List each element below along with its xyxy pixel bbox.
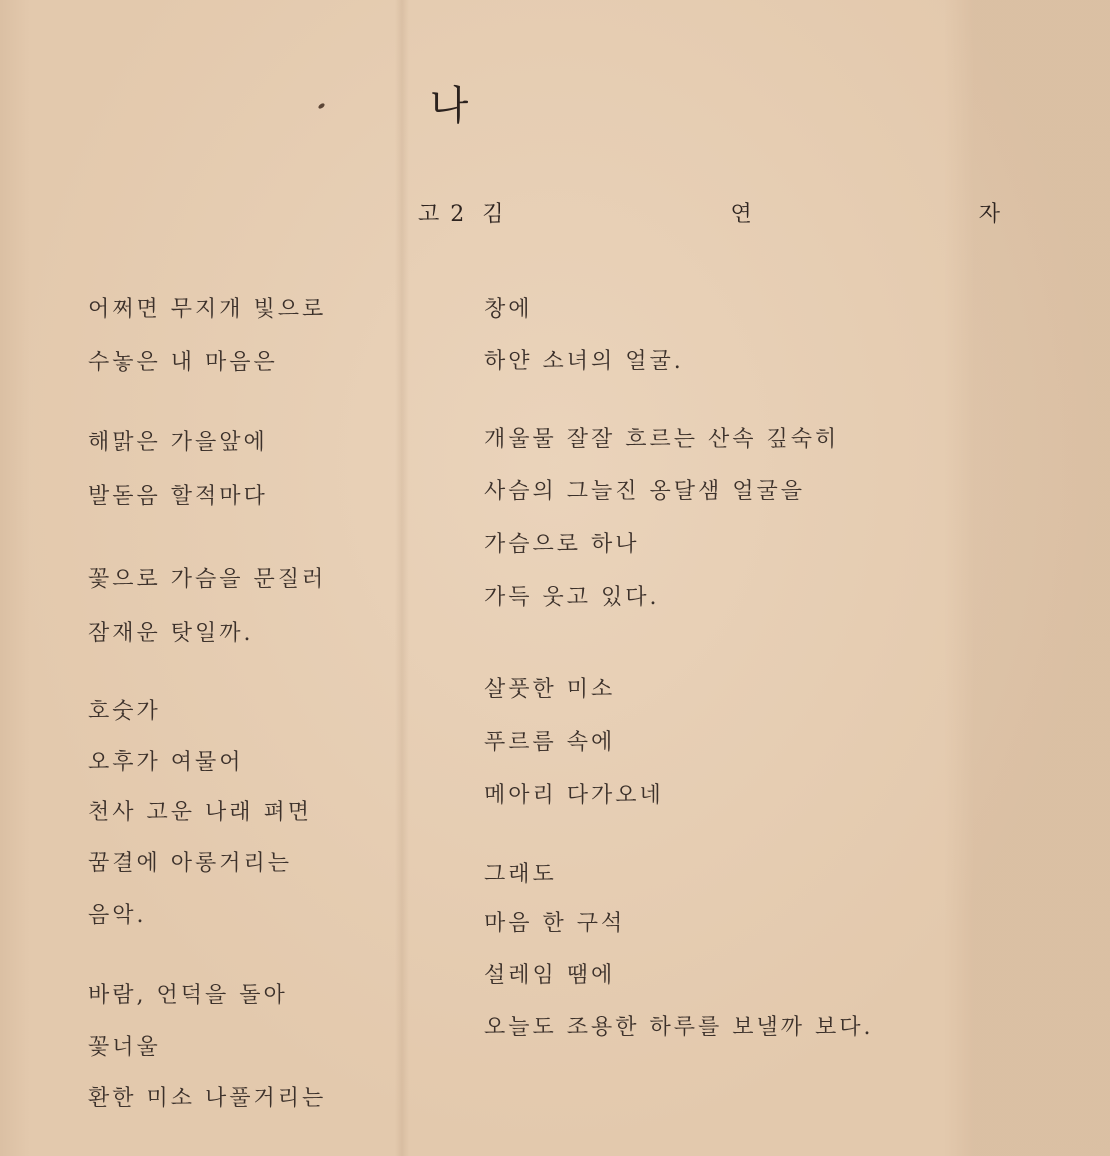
- poem-line: 꽃너울: [88, 1035, 161, 1060]
- poem-line: 해맑은 가을앞에: [88, 430, 268, 455]
- poem-line: 어쩌면 무지개 빛으로: [88, 297, 327, 322]
- author-name: 김 연 자: [482, 202, 1110, 227]
- poem-line: 가슴으로 하나: [484, 532, 640, 557]
- poem-line: 마음 한 구석: [484, 911, 626, 936]
- poem-line: 천사 고운 나래 펴면: [88, 800, 312, 825]
- poem-line: 호숫가: [88, 699, 161, 724]
- page-fold: [395, 0, 409, 1156]
- poem-line: 푸르름 속에: [484, 730, 616, 755]
- poem-line: 잠재운 탓일까.: [88, 621, 254, 646]
- poem-line: 꽃으로 가슴을 문질러: [88, 567, 327, 592]
- poem-line: 그래도: [484, 862, 557, 887]
- poem-line: 하얀 소녀의 얼굴.: [484, 349, 684, 374]
- poem-line: 창에: [484, 297, 533, 322]
- poem-line: 살풋한 미소: [484, 677, 616, 702]
- poem-line: 오후가 여물어: [88, 750, 244, 775]
- poem-line: 가득 웃고 있다.: [484, 585, 660, 610]
- poem-line: 발돋음 할적마다: [88, 484, 268, 509]
- poem-line: 음악.: [88, 903, 147, 928]
- left-column: [88, 0, 388, 1156]
- poem-line: 꿈결에 아롱거리는: [88, 851, 293, 876]
- poem-line: 사슴의 그늘진 옹달샘 얼굴을: [484, 479, 806, 504]
- poem-line: 수놓은 내 마음은: [88, 350, 278, 375]
- poem-line: 바람, 언덕을 돌아: [88, 983, 288, 1008]
- author-grade: 고 2: [418, 202, 467, 227]
- poem-line: 오늘도 조용한 하루를 보낼까 보다.: [484, 1015, 874, 1040]
- poem-line: 설레임 땜에: [484, 963, 616, 988]
- poem-line: 메아리 다가오네: [484, 783, 664, 808]
- poem-line: 환한 미소 나풀거리는: [88, 1086, 327, 1111]
- poem-title: 나: [429, 83, 471, 129]
- poem-line: 개울물 잘잘 흐르는 산속 깊숙히: [484, 427, 840, 452]
- right-column: [484, 0, 924, 1156]
